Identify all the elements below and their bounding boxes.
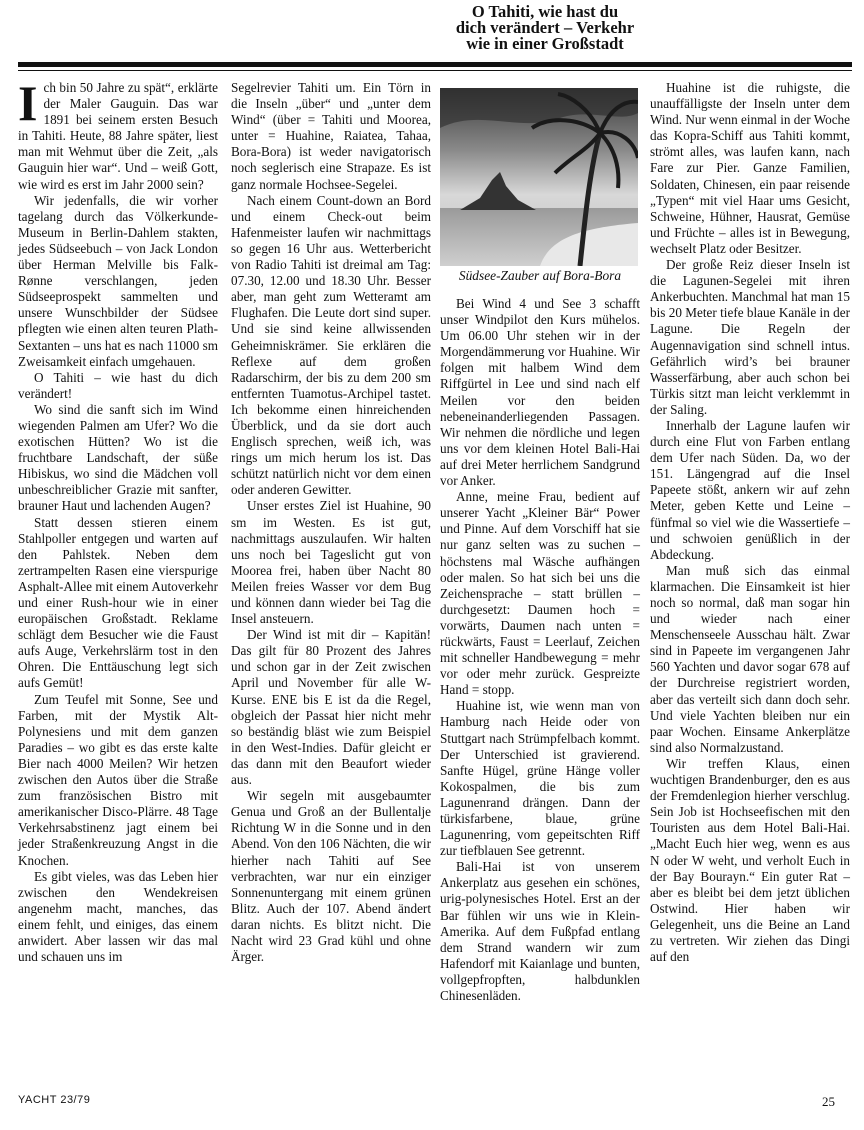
headline-line-3: wie in einer Großstadt: [466, 34, 624, 53]
column-1: [18, 75, 218, 965]
paragraph: Wir treffen Klaus, einen wuchtigen Brandenburger, den es aus der Fremdenlegion hierher verschlug. Sein Job ist Hochseefischen mit den Touristen aus dem Hotel Bali-Hai. „Macht Euch hier weg, wenn es aus N oder W weht, und verholt Euch in der Bay Bourayn.“ Ein guter Rat – aber es bleibt bei dem jetzt üblichen Ostwind. Hier haben wir Gelegenheit, uns die Beine an Land zu vertreten. Wir ziehen das Dingi auf den: [650, 755, 850, 965]
palm-island-photo: [440, 88, 638, 266]
paragraph: Bei Wind 4 und See 3 schafft unser Windpilot den Kurs mühelos. Um 06.00 Uhr stehen wir in der Morgendämmerung vor Huahine. Wir folgen mit halbem Wind dem Riffgürtel in Lee und sind nach elf Meilen vor den beiden nebeneinanderliegenden Passagen. Wir nehmen die nördliche und legen uns vor dem kleinen Hotel Bali-Hai auf drei Meter herrlichem Sandgrund vor Anker.: [440, 296, 640, 489]
paragraph: Anne, meine Frau, bedient auf unserer Yacht „Kleiner Bär“ Power und Pinne. Auf dem Vorschiff hat sie nur ganz selten was zu suchen – höchstens mal Wäsche aufhängen oder malen. So hat sich bei uns die Zeichensprache – statt brüllen – durchgesetzt: Daumen hoch = vorwärts, Daumen nach unten = rückwärts, Faust = Leerlauf, Zeichen mit schneller Handbewegung = mehr vor oder mehr zurück. Gespreizte Hand = stopp.: [440, 489, 640, 698]
paragraph: Innerhalb der Lagune laufen wir durch eine Flut von Farben entlang dem Ufer nach Süden. Da, wo der 151. Längengrad auf die Insel Papeete stößt, ankern wir auf zehn Meter, geben Kette und Leine – fünfmal so viel wie die Wassertiefe – und schwoien genüßlich in der Abdeckung.: [650, 417, 850, 562]
paragraph-text: ch bin 50 Jahre zu spät“, erklärte der Maler Gauguin. Das war 1891 bei seinem ersten Besuch in Tahiti. Heute, 88 Jahre später, liest man mit Wehmut über die Zeit, „als Gauguin hier war“. Und – weiß Gott, wie wird es erst im Jahr 2000 sein?: [18, 80, 218, 192]
drop-cap: I: [18, 75, 38, 131]
paragraph: Segelrevier Tahiti um. Ein Törn in die Inseln „über“ und „unter dem Wind“ (über = Tahiti und Moorea, unter = Huahine, Raiatea, Tahaa, Bora-Bora) ist weder navigatorisch noch seglerisch eine Strapaze. Es ist ganz normale Hochsee-Segelei.: [231, 80, 431, 192]
column-3: [440, 296, 640, 1004]
photo-caption: Südsee-Zauber auf Bora-Bora: [458, 268, 622, 283]
paragraph: Unser erstes Ziel ist Huahine, 90 sm im Westen. Es ist gut, nachmittags auszulaufen. Wir halten uns noch bei Tageslicht gut von Moorea frei, haben über Nacht 80 Meilen freies Wasser vor dem Bug und können dann wieder bei Tag die Insel ansteuern.: [231, 498, 431, 627]
paragraph: Wir segeln mit ausgebaumter Genua und Groß an der Bullentalje Richtung W in die Sonne und in den Abend. Von den 106 Nächten, die wir hierher nach Tahiti auf See verbrachten, war nur ein einziger Sonnenuntergang mit einem grünen Blitz. Auch der 107. Abend ändert daran nichts. Es blitzt nicht. Die Nacht wird 23 Grad kühl und ohne Ärger.: [231, 788, 431, 965]
issue-label: YACHT 23/79: [18, 1094, 91, 1106]
paragraph: Es gibt vieles, was das Leben hier zwischen den Wendekreisen angenehm macht, manches, das einem fehlt, und einiges, das einem anwidert. Aber lassen wir das mal und schauen uns im: [18, 868, 218, 965]
paragraph: Der große Reiz dieser Inseln ist die Lagunen-Segelei mit ihren Ankerbuchten. Manchmal hat man 15 bis 20 Meter tiefe blaue Kanäle in der Lagune. Die Regeln der Augennavigation sind schnell intus. Gefährlich wird’s bei brauner Wasserfärbung, aber auch schon bei Türkis sitzt man leicht verklemmt in der Saling.: [650, 257, 850, 417]
paragraph: Statt dessen stieren einem Stahlpoller entgegen und warten auf den Pahlstek. Neben dem zertrampelten Rasen eine vierspurige Asphalt-Allee mit einem Autoverkehr und einer Rush-hour wie in einer europäischen Großstadt. Reklame schlägt dem Besucher wie die Faust aufs Auge, Verkehrslärm tost in den Ohren. Die Enttäuschung legt sich aufs Gemüt!: [18, 514, 218, 691]
column-2: [231, 80, 431, 965]
headline-line-2: dich verändert – Verkehr: [455, 18, 635, 37]
photo-illustration: [440, 88, 638, 266]
column-4: [650, 80, 850, 965]
headline-line-1: O Tahiti, wie hast du: [471, 2, 619, 21]
page-number: 25: [822, 1094, 835, 1109]
paragraph: Huahine ist, wie wenn man von Hamburg nach Heide oder von Stuttgart nach Strümpfelbach kommt. Der Unterschied ist gravierend. Sanfte Hügel, grüne Hänge voller Kokospalmen, die bis zum Lagunenrand drängen. Dann der türkisfarbene, blaue, grüne Lagunenring, vom gepeitschten Riff zur tiefblauen See getrennt.: [440, 698, 640, 859]
paragraph: Wo sind die sanft sich im Wind wiegenden Palmen am Ufer? Wo die exotischen Hütten? Wo ist die fruchtbare Landschaft, der süße Hibiskus, wo sind die Mädchen voll unbeschreiblicher Grazie mit sanfter, brauner Haut und lachenden Augen?: [18, 401, 218, 514]
paragraph: Der Wind ist mit dir – Kapitän! Das gilt für 80 Prozent des Jahres und schon gar in der Zeit zwischen April und November für alle W-Kurse. ENE bis E ist da die Regel, obgleich der Passat hier nicht mehr so beständig bläst wie zum Beispiel in den West-Indies. Dafür gleicht er das dann mit den Beaufort wieder aus.: [231, 627, 431, 788]
headline: [400, 4, 690, 52]
paragraph: Bali-Hai ist von unserem Ankerplatz aus gesehen ein schönes, urig-polynesisches Hotel. Erst an der Bar fühlen wir uns wie in Klein-Amerika. Auf dem Fußpfad entlang dem Strand wandern wir zum Hafendorf mit Kaianlage und bunten, vollgepfropften, halbdunklen Chinesenläden.: [440, 859, 640, 1004]
paragraph: Zum Teufel mit Sonne, See und Farben, mit der Mystik Alt-Polynesiens und mit dem ganzen Paradies – wo gibt es das erste kalte Bier nach 4000 Meilen? Wir hetzen zwischen den Autos über die Straße zum französischen Bistro mit amerikanischer Disco-Plärre. 48 Tage Verkehrsabstinenz jagt einem bei jeder Straßenkreuzung Angst in die Knochen.: [18, 691, 218, 868]
paragraph: Wir jedenfalls, die wir vorher tagelang durch das Völkerkunde-Museum in Berlin-Dahlem stakten, jedes Südseebuch – von Jack London über Herman Melville bis Falk-Rønne verschlangen, jeden Südseeprospekt sammelten und unsere Wunschbilder der Südsee pflegten wie einen alten teuren Plath-Sextanten – uns hat es nach 11000 sm Zweisamkeit einfach umgehauen.: [18, 192, 218, 369]
headline-rule-thick: [18, 62, 852, 67]
paragraph: [18, 75, 218, 193]
paragraph: Huahine ist die ruhigste, die unauffälligste der Inseln unter dem Wind. Nur wenn einmal in der Woche das Kopra-Schiff aus Tahiti kommt, strömt alles, was laufen kann, nach Fare zur Pier. Ganze Familien, Soldaten, Chinesen, ein paar reisende „Typen“ mit viel Haar ums Gesicht, Schweine, Hühner, Hausrat, Gemüse und Früchte – alles ist in Bewegung, wechselt Platz oder Besitzer.: [650, 80, 850, 256]
paragraph: Man muß sich das einmal klarmachen. Die Einsamkeit ist hier noch so normal, daß man sogar hin und wieder nach einer Menschenseele Ausschau hält. Zwar sind in Papeete im vergangenen Jahr 560 Yachten und davor sogar 678 auf der Durchreise registriert worden, aber das verteilt sich dann doch sehr. Und viele Yachten bleiben nur ein paar Wochen. Einsame Ankerplätze sind also Normalzustand.: [650, 562, 850, 755]
paragraph: Nach einem Count-down an Bord und einem Check-out beim Hafenmeister laufen wir nachmittags so gegen 16 Uhr aus. Wetterbericht von Radio Tahiti ist dreimal am Tag: 07.30, 12.00 und 18.30 Uhr. Besser aber, man geht zum Wetteramt am Flughafen. Die Leute dort sind super. Und sie sind keine allwissenden Geheimniskrämer. Sie erklären die Reflexe auf dem großen Radarschirm, der bis zu dem 200 sm entfernten Tuamotus-Archipel tastet. Ich bekomme einen hinreichenden Überblick, und da sie dort auch Englisch sprechen, weiß ich, was rings um mich herum los ist. Das schützt natürlich nicht vor dem einen oder anderen Gewitter.: [231, 192, 431, 498]
headline-rule-thin: [18, 70, 852, 71]
paragraph: O Tahiti – wie hast du dich verändert!: [18, 369, 218, 401]
